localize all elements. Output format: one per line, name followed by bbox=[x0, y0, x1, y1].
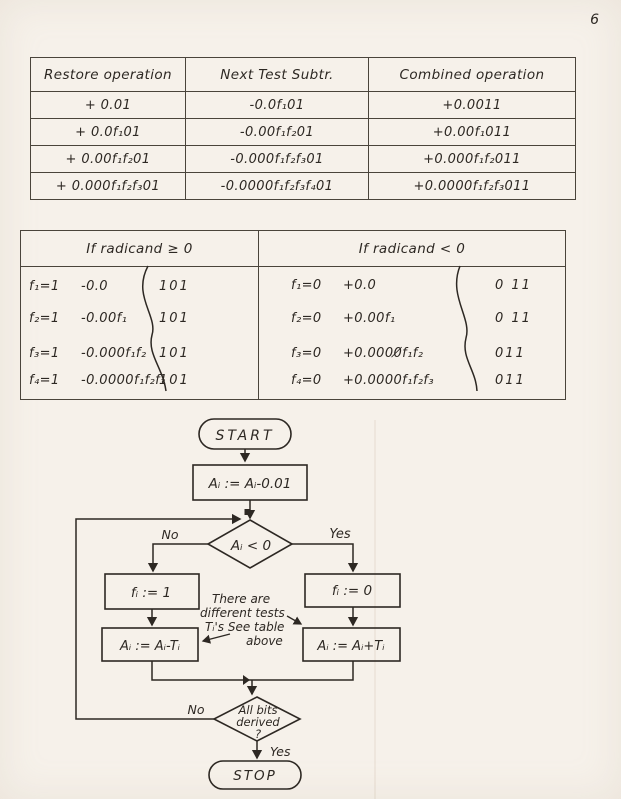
no-branch-label-2: No bbox=[187, 702, 205, 717]
bit-code: 011 bbox=[495, 372, 526, 388]
flag-value: f₃=1 bbox=[29, 345, 60, 361]
no-branch-label-1: No bbox=[161, 527, 179, 542]
table2-header-row bbox=[21, 231, 566, 267]
start-label: START bbox=[215, 428, 275, 444]
yes-branch-label-2: Yes bbox=[270, 744, 291, 759]
table2-left-cell bbox=[21, 267, 259, 400]
test-expression: -0.00f₁ bbox=[81, 310, 128, 326]
test-expression: -0.0 bbox=[81, 278, 108, 294]
table1-cell: -0.0f₁01 bbox=[186, 92, 369, 119]
table1-cell: + 0.0f₁01 bbox=[31, 119, 186, 146]
note-arrow-right bbox=[287, 616, 301, 624]
decision2-line-1: All bits bbox=[238, 703, 278, 717]
flag-value: f₃=0 bbox=[291, 345, 322, 361]
loop-junction-mark bbox=[245, 509, 251, 515]
bit-code: 101 bbox=[159, 310, 190, 326]
list-item bbox=[259, 307, 565, 329]
table2-right-cell bbox=[259, 267, 566, 400]
list-item bbox=[21, 275, 258, 297]
test-expression: +0.0000f₁f₂f₃ bbox=[343, 372, 434, 388]
table2-header-right: If radicand < 0 bbox=[259, 231, 566, 267]
table2-header-left: If radicand ≥ 0 bbox=[21, 231, 259, 267]
flag-value: f₁=0 bbox=[291, 277, 322, 293]
table1-cell: + 0.01 bbox=[31, 92, 186, 119]
table-row bbox=[31, 92, 576, 119]
flag-value: f₁=1 bbox=[29, 278, 60, 294]
list-item bbox=[21, 307, 258, 329]
table1-cell: +0.00f₁011 bbox=[369, 119, 576, 146]
table1-header-next-test: Next Test Subtr. bbox=[186, 58, 369, 92]
table1-header-restore: Restore operation bbox=[31, 58, 186, 92]
stop-label: STOP bbox=[233, 768, 277, 784]
flag-value: f₄=1 bbox=[29, 372, 60, 388]
bit-code: 101 bbox=[159, 372, 190, 388]
table1-cell: +0.0000f₁f₂f₃011 bbox=[369, 173, 576, 200]
decision2-line-2: derived bbox=[236, 715, 280, 729]
note-line-4: above bbox=[246, 634, 283, 648]
set-flag-zero-label: fᵢ := 0 bbox=[331, 583, 373, 599]
note-arrow-left bbox=[203, 634, 230, 641]
test-expression: +0.0000̸f₁f₂ bbox=[343, 345, 424, 361]
yes-branch-path-1 bbox=[292, 544, 353, 571]
bit-code: 101 bbox=[159, 278, 190, 294]
table1-cell: -0.0000f₁f₂f₃f₄01 bbox=[186, 173, 369, 200]
table1-cell: + 0.000f₁f₂f₃01 bbox=[31, 173, 186, 200]
bit-code: 011 bbox=[495, 345, 526, 361]
table1-cell: +0.0011 bbox=[369, 92, 576, 119]
note-line-2: different tests bbox=[200, 606, 285, 620]
decision2-line-3: ? bbox=[254, 727, 262, 741]
radicand-sign-table bbox=[20, 230, 566, 400]
test-expression: +0.00f₁ bbox=[343, 310, 396, 326]
table2-body-row bbox=[21, 267, 566, 400]
restore-operations-table bbox=[30, 57, 576, 200]
bit-code: 0 11 bbox=[495, 310, 532, 326]
table1-cell: -0.000f₁f₂f₃01 bbox=[186, 146, 369, 173]
decision1-label: Aᵢ < 0 bbox=[230, 538, 272, 554]
list-item bbox=[21, 342, 258, 364]
set-flag-one-label: fᵢ := 1 bbox=[130, 585, 172, 601]
page-number: 6 bbox=[590, 12, 599, 28]
list-item bbox=[259, 274, 565, 296]
flag-value: f₄=0 bbox=[291, 372, 322, 388]
merge-junction-mark bbox=[243, 675, 250, 685]
flag-value: f₂=1 bbox=[29, 310, 60, 326]
subtract-test-label: Aᵢ := Aᵢ-Tᵢ bbox=[120, 639, 180, 654]
test-expression: -0.000f₁f₂ bbox=[81, 345, 147, 361]
table-row bbox=[31, 119, 576, 146]
table-row bbox=[31, 173, 576, 200]
list-item bbox=[21, 369, 258, 391]
merge-path bbox=[152, 661, 353, 680]
note-line-3: Tᵢ's See table bbox=[205, 620, 285, 634]
init-box-label: Aᵢ := Aᵢ-0.01 bbox=[208, 476, 292, 492]
list-item bbox=[259, 342, 565, 364]
note-line-1: There are bbox=[212, 592, 271, 606]
table-row bbox=[31, 146, 576, 173]
test-expression: -0.0000f₁f₂f₃ bbox=[81, 372, 166, 388]
test-expression: +0.0 bbox=[343, 277, 377, 293]
add-test-label: Aᵢ := Aᵢ+Tᵢ bbox=[317, 639, 385, 654]
table1-cell: + 0.00f₁f₂01 bbox=[31, 146, 186, 173]
table1-cell: +0.000f₁f₂011 bbox=[369, 146, 576, 173]
flag-value: f₂=0 bbox=[291, 310, 322, 326]
bit-code: 0 11 bbox=[495, 277, 532, 293]
table1-header-combined: Combined operation bbox=[369, 58, 576, 92]
table1-cell: -0.00f₁f₂01 bbox=[186, 119, 369, 146]
square-root-flowchart bbox=[0, 405, 621, 799]
table1-header-row bbox=[31, 58, 576, 92]
bit-code: 101 bbox=[159, 345, 190, 361]
no-branch-path-1 bbox=[153, 544, 208, 571]
yes-branch-label-1: Yes bbox=[329, 527, 351, 542]
list-item bbox=[259, 369, 565, 391]
